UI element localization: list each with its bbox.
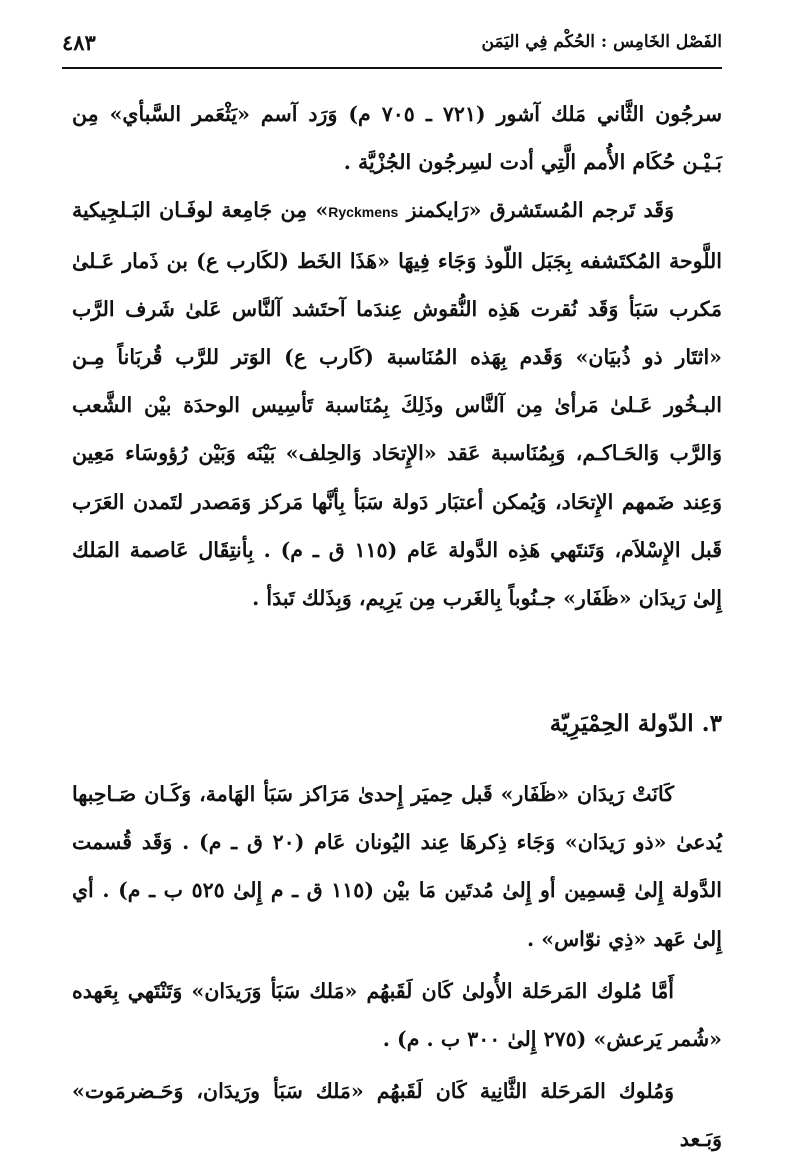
latin-name: Ryckmens — [328, 204, 399, 221]
header-rule — [62, 67, 722, 69]
page-number: ٤٨٣ — [62, 30, 96, 55]
paragraph-2 — [72, 186, 722, 622]
paragraph-5: وَمُلوك المَرحَلة الثَّانِية كَان لَقَبهُم «مَلك سَبَأ ورَيدَان، وَحَـضرمَوت» وَبَـعد — [72, 1079, 722, 1152]
paragraph-1: سرجُون الثَّاني مَلك آشور (٧٢١ ـ ٧٠٥ م) وَرَد آسم «يَثْعَمر السَّبأي» مِن بَـيْـن حُكَام الأُمم الَّتِي أدت لسِرجُون الجُزْيَّة . — [72, 102, 723, 175]
paragraph-3: كَانَتْ رَيدَان «ظَفَار» قَبل حِميَر إِحدىٰ مَرَاكز سَبَأ الهَامة، وَكَـان صَـاحِبها يُدعىٰ «ذو رَيدَان» وَجَاء ذِكرهَا عِند اليُونان عَام (٢٠ ق ـ م) . وَقَد قُسمت الدَّولة إِلىٰ قِسمِين أو إِلىٰ مُدتَين مَا بيْن (١١٥ ق ـ م إِلىٰ ٥٢٥ ب ـ م) . أي إِلىٰ عَهد «ذِي نوّاس» . — [72, 782, 722, 951]
paragraph-4: أَمَّا مُلوك المَرحَلة الأُولىٰ كَان لَقَبهُم «مَلك سَبَأ وَرَيدَان» وَتَنْتَهي بِعَهده «شُمر يَرعش» (٢٧٥ إِلىٰ ٣٠٠ ب . م) . — [72, 978, 722, 1052]
section-heading: ٣. الدّولة الحِمْيَرِيّة — [549, 710, 722, 737]
paragraph-2-part-1: وَقَد تَرجم المُستَشرق «رَايكمنز — [398, 198, 674, 223]
chapter-title: الفَصْل الخَامِس : الحُكْم فِي اليَمَن — [481, 32, 722, 52]
section-2-body — [72, 770, 722, 1164]
section-1-body — [72, 90, 722, 622]
paragraph-2-part-2: » مِن جَامِعة لوفَـان البَـلجِيكية اللَّوحة المُكتَشفه بِجَبَل اللّوذ وَجَاء فِيهَا «هَذَا الخَط (لكَارب ع) بن ذَمار عَـلىٰ مَكرب سَبَأ وَقَد نُقرت هَذِه النُّقوش عِندَما آحتَشد آلنَّاس عَلىٰ شَرف الرَّب «اثتَار ذو ذُبيَان» وَقَدم بِهَذه المُنَاسبة (كَارب ع) الوَتر للرَّب قُربَاناً مِـن البـخُور عَـلىٰ مَرأىٰ مِن آلنَّاس وذَلِكَ بِمُنَاسبة تَأسِيس الوحدَة بيْن الشَّعب وَالرَّب وَالحَـاكـم، وَبِمُنَاسبة عَقد «الإِتحَاد وَالحِلف» بَيْنَه وَبَيْن رُؤوسَاء مَعِين وَعِند ضَمهم الإِتحَاد، وَيُمكن أعتبَار دَولة سَبَأ بِأنَّها مَركز وَمَصدر لتَمدن العَرَب قَبل الإِسْلاَم، وَتَنتَهي هَذِه الدَّولة عَام (١١٥ ق ـ م) . بِأنتِقَال عَاصمة المَلك إِلىٰ رَيدَان «ظَفَار» جـنُوباً بِالغَرب مِن يَرِيم، وَبِذَلك تَبدَأ . — [72, 198, 722, 611]
running-header — [62, 30, 722, 70]
